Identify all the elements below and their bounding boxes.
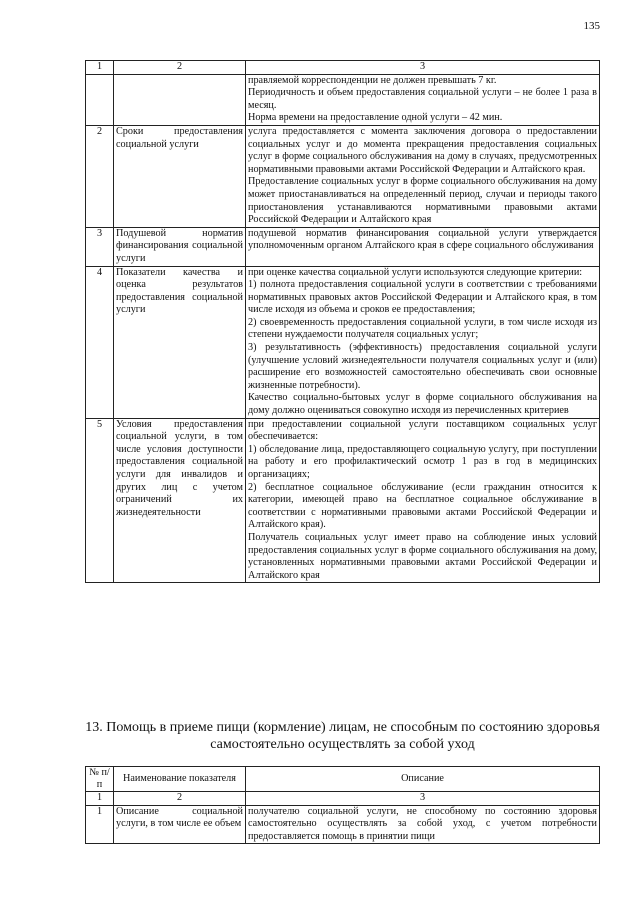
paragraph: Получатель социальных услуг имеет право на соблюдение иных условий предоставления социальных услуг в форме социального обслуживания на дому, установленных нормативными правовыми актами Российской Федерации и Алтайского края xyxy=(248,531,597,581)
paragraph: услуга предоставляется с момента заключения договора о предоставлении социальных услуг и до момента прекращения предоставления социальных услуг в форме социального обслуживания на дому в случаях, предусмотренных нормативными правовыми актами Российской Федерации и Алтайского края. xyxy=(248,125,597,175)
paragraph: при оценке качества социальной услуги используются следующие критерии: xyxy=(248,266,583,278)
table-row xyxy=(86,125,600,227)
column-header-indicator: Наименование показателя xyxy=(114,767,246,792)
paragraph: Норма времени на предоставление одной услуги – 42 мин. xyxy=(248,112,503,124)
paragraph: 1) полнота предоставления социальной услуги в соответствии с требованиями нормативных правовых актов Российской Федерации и Алтайского края, в том числе исходя из объема и сроков ее предоставления; xyxy=(248,279,597,316)
paragraph: Качество социально-бытовых услуг в форме социального обслуживания на дому должно оцениваться совокупно исходя из перечисленных критериев xyxy=(248,392,597,417)
column-number-2: 2 xyxy=(114,792,246,806)
description-cell xyxy=(246,266,600,418)
description-cell: получателю социальной услуги, не способному по состоянию здоровья самостоятельно осуществлять за собой уход, с учетом потребности предоставляется помощь в принятии пищи xyxy=(246,805,600,844)
service-table-continued xyxy=(85,60,600,583)
paragraph: 2) своевременность предоставления социальной услуги, в том числе исходя из степени нуждаемости получателя социальных услуг; xyxy=(248,316,597,341)
table-column-headers xyxy=(86,767,600,792)
indicator-name: Сроки предоставления социальной услуги xyxy=(114,125,246,227)
paragraph: правляемой корреспонденции не должен превышать 7 кг. xyxy=(248,74,497,86)
description-cell xyxy=(246,227,600,266)
paragraph: при предоставлении социальной услуги поставщиком социальных услуг обеспечивается: xyxy=(248,418,597,443)
paragraph: 1) обследование лица, предоставляющего социальную услугу, при поступлении на работу и его профилактический осмотр 1 раз в год в медицинских организациях; xyxy=(248,443,597,480)
row-number: 1 xyxy=(86,805,114,844)
paragraph: Периодичность и объем предоставления социальной услуги – не более 1 раза в месяц. xyxy=(248,87,597,111)
row-number: 5 xyxy=(86,418,114,583)
column-number-3: 3 xyxy=(246,792,600,806)
indicator-name: Условия предоставления социальной услуги, в том числе условия доступности предоставления социальной услуги для инвалидов и других лиц с учетом ограничений их жизнедеятельности xyxy=(114,418,246,583)
paragraph: 3) результативность (эффективность) предоставления социальной услуги (улучшение условий жизнедеятельности получателя социальных услуг и (или) расширение его возможностей самостоятельно обеспечивать свои основные жизненные потребности). xyxy=(248,342,597,391)
table-row xyxy=(86,227,600,266)
row-number: 4 xyxy=(86,266,114,418)
page-number: 135 xyxy=(583,20,600,32)
feeding-service-table xyxy=(85,766,600,844)
description-cell xyxy=(246,125,600,227)
table-row xyxy=(86,418,600,583)
table-header-row xyxy=(86,61,600,75)
row-number: 2 xyxy=(86,125,114,227)
column-number-3: 3 xyxy=(246,61,600,75)
description-cell xyxy=(246,418,600,583)
description-cell xyxy=(246,74,600,125)
table-row xyxy=(86,805,600,844)
indicator-name: Показатели качества и оценка результатов предоставления социальной услуги xyxy=(114,266,246,418)
paragraph: 2) бесплатное социальное обслуживание (если гражданин относится к категории, имеющей право на бесплатное социальное обслуживание в соответствии с нормативными правовыми актами Российской Федерации и Алтайского края). xyxy=(248,481,597,531)
table-row-continuation xyxy=(86,74,600,125)
indicator-name: Подушевой норматив финансирования социальной услуги xyxy=(114,227,246,266)
column-number-1: 1 xyxy=(86,61,114,75)
paragraph: подушевой норматив финансирования социальной услуги утверждается уполномоченным органом Алтайского края в сфере социального обслуживания xyxy=(248,227,597,252)
column-number-2: 2 xyxy=(114,61,246,75)
column-number-1: 1 xyxy=(86,792,114,806)
indicator-name: Описание социальной услуги, в том числе ее объем xyxy=(114,805,246,844)
table-header-row xyxy=(86,792,600,806)
row-number: 3 xyxy=(86,227,114,266)
column-header-number: № п/п xyxy=(86,767,114,792)
table-row xyxy=(86,266,600,418)
section-title: 13. Помощь в приеме пищи (кормление) лицам, не способным по состоянию здоровья самостоятельно осуществлять за собой уход xyxy=(85,720,600,752)
column-header-description: Описание xyxy=(246,767,600,792)
paragraph: Предоставление социальных услуг в форме социального обслуживания на дому может приостанавливаться на определенный период, случаи и периоды такого приостановления устанавливаются нормативными правовыми актами Российской Федерации и Алтайского края xyxy=(248,176,597,226)
